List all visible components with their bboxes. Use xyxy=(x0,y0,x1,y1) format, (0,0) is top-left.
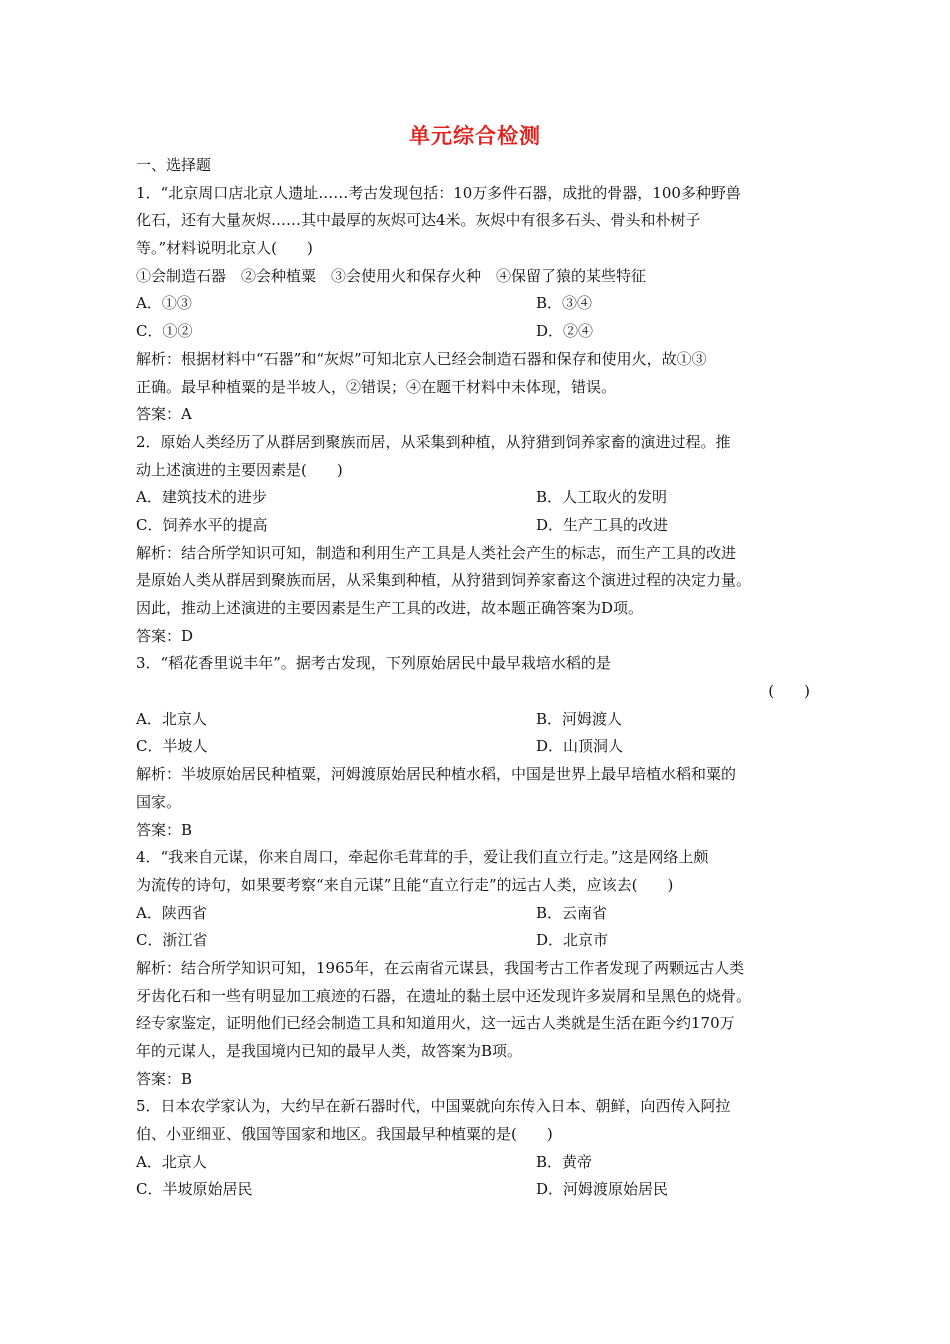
answer-line: 答案：B xyxy=(136,820,193,839)
page-title: 单元综合检测 xyxy=(409,124,541,148)
question-stem-line: ①会制造石器 ②会种植粟 ③会使用火和保存火种 ④保留了猿的某些特征 xyxy=(136,266,647,285)
option-row xyxy=(136,706,816,734)
option-item: C．半坡人 xyxy=(136,737,208,756)
question-stem-line: 化石，还有大量灰烬……其中最厚的灰烬可达4米。灰烬中有很多石头、骨头和朴树子 xyxy=(136,211,701,230)
question-block xyxy=(136,844,816,1093)
analysis-line: 解析：结合所学知识可知，1965年，在云南省元谋县，我国考古工作者发现了两颗远古人类 xyxy=(136,958,745,977)
question-stem-line: 等。”材料说明北京人( ) xyxy=(136,239,313,258)
option-row xyxy=(136,733,816,761)
question-block xyxy=(136,650,816,844)
option-row xyxy=(136,1176,816,1204)
question-stem-line: 为流传的诗句，如果要考察“来自元谋”且能“直立行走”的远古人类，应该去( ) xyxy=(136,875,674,894)
question-block xyxy=(136,180,816,429)
answer-blank: ( ) xyxy=(768,682,810,701)
analysis-line: 因此，推动上述演进的主要因素是生产工具的改进，故本题正确答案为D项。 xyxy=(136,599,644,617)
question-stem-line: 动上述演进的主要因素是( ) xyxy=(136,460,343,479)
answer-line: 答案：A xyxy=(136,405,192,424)
option-item: A．北京人 xyxy=(136,1152,207,1171)
answer-line: 答案：D xyxy=(136,626,194,645)
question-stem-line: 1．“北京周口店北京人遗址……考古发现包括：10万多件石器，成批的骨器，100多种野兽 xyxy=(136,183,741,202)
option-item: D．生产工具的改进 xyxy=(536,515,669,534)
option-item: D．②④ xyxy=(536,322,594,341)
option-item: A．陕西省 xyxy=(136,903,207,922)
option-item: D．河姆渡原始居民 xyxy=(536,1180,669,1199)
option-row xyxy=(136,900,816,928)
question-stem-line: 5．日本农学家认为，大约早在新石器时代，中国粟就向东传入日本、朝鲜，向西传入阿拉 xyxy=(136,1097,731,1116)
analysis-line: 正确。最早种植粟的是半坡人，②错误；④在题干材料中未体现，错误。 xyxy=(136,377,617,396)
option-item: C．半坡原始居民 xyxy=(136,1180,253,1199)
option-row xyxy=(136,318,816,346)
option-item: B．河姆渡人 xyxy=(536,709,623,728)
question-list xyxy=(136,152,816,1204)
option-item: A．北京人 xyxy=(136,709,207,728)
option-item: B．人工取火的发明 xyxy=(536,488,668,507)
option-row xyxy=(136,1149,816,1177)
analysis-line: 年的元谋人，是我国境内已知的最早人类，故答案为B项。 xyxy=(136,1042,523,1060)
analysis-line: 解析：根据材料中“石器”和“灰烬”可知北京人已经会制造石器和保存和使用火，故①③ xyxy=(136,349,707,368)
question-stem-line: 伯、小亚细亚、俄国等国家和地区。我国最早种植粟的是( ) xyxy=(136,1125,553,1144)
option-item: D．北京市 xyxy=(536,931,609,950)
section-heading: 一、选择题 xyxy=(136,156,212,174)
option-item: D．山顶洞人 xyxy=(536,737,624,756)
option-item: B．③④ xyxy=(536,294,593,313)
option-item: C．饲养水平的提高 xyxy=(136,515,268,534)
analysis-line: 国家。 xyxy=(136,792,182,811)
option-row xyxy=(136,484,816,512)
option-item: C．浙江省 xyxy=(136,931,208,950)
option-row xyxy=(136,927,816,955)
option-item: B．云南省 xyxy=(536,903,608,922)
analysis-line: 是原始人类从群居到聚族而居，从采集到种植，从狩猎到饲养家畜这个演进过程的决定力量。 xyxy=(136,571,752,590)
analysis-line: 解析：半坡原始居民种植粟，河姆渡原始居民种植水稻，中国是世界上最早培植水稻和粟的 xyxy=(136,765,737,784)
option-item: A．①③ xyxy=(136,294,192,313)
option-row xyxy=(136,290,816,318)
option-item: B．黄帝 xyxy=(536,1152,593,1171)
option-item: C．①② xyxy=(136,322,193,341)
option-row xyxy=(136,512,816,540)
analysis-line: 经专家鉴定，证明他们已经会制造工具和知道用火，这一远古人类就是生活在距今约170万 xyxy=(136,1014,735,1033)
option-item: A．建筑技术的进步 xyxy=(136,488,267,507)
question-stem-line: 3．“稻花香里说丰年”。据考古发现，下列原始居民中最早栽培水稻的是 xyxy=(136,654,611,673)
analysis-line: 牙齿化石和一些有明显加工痕迹的石器，在遗址的黏土层中还发现许多炭屑和呈黑色的烧骨。 xyxy=(136,986,752,1005)
analysis-line: 解析：结合所学知识可知，制造和利用生产工具是人类社会产生的标志，而生产工具的改进 xyxy=(136,543,737,562)
question-block xyxy=(136,429,816,651)
question-stem-line: 4．“我来自元谋，你来自周口，牵起你毛茸茸的手，爱让我们直立行走。”这是网络上颇 xyxy=(136,848,709,867)
question-block xyxy=(136,1093,816,1204)
question-stem-line: 2．原始人类经历了从群居到聚族而居，从采集到种植，从狩猎到饲养家畜的演进过程。推 xyxy=(136,432,731,451)
answer-line: 答案：B xyxy=(136,1069,193,1088)
